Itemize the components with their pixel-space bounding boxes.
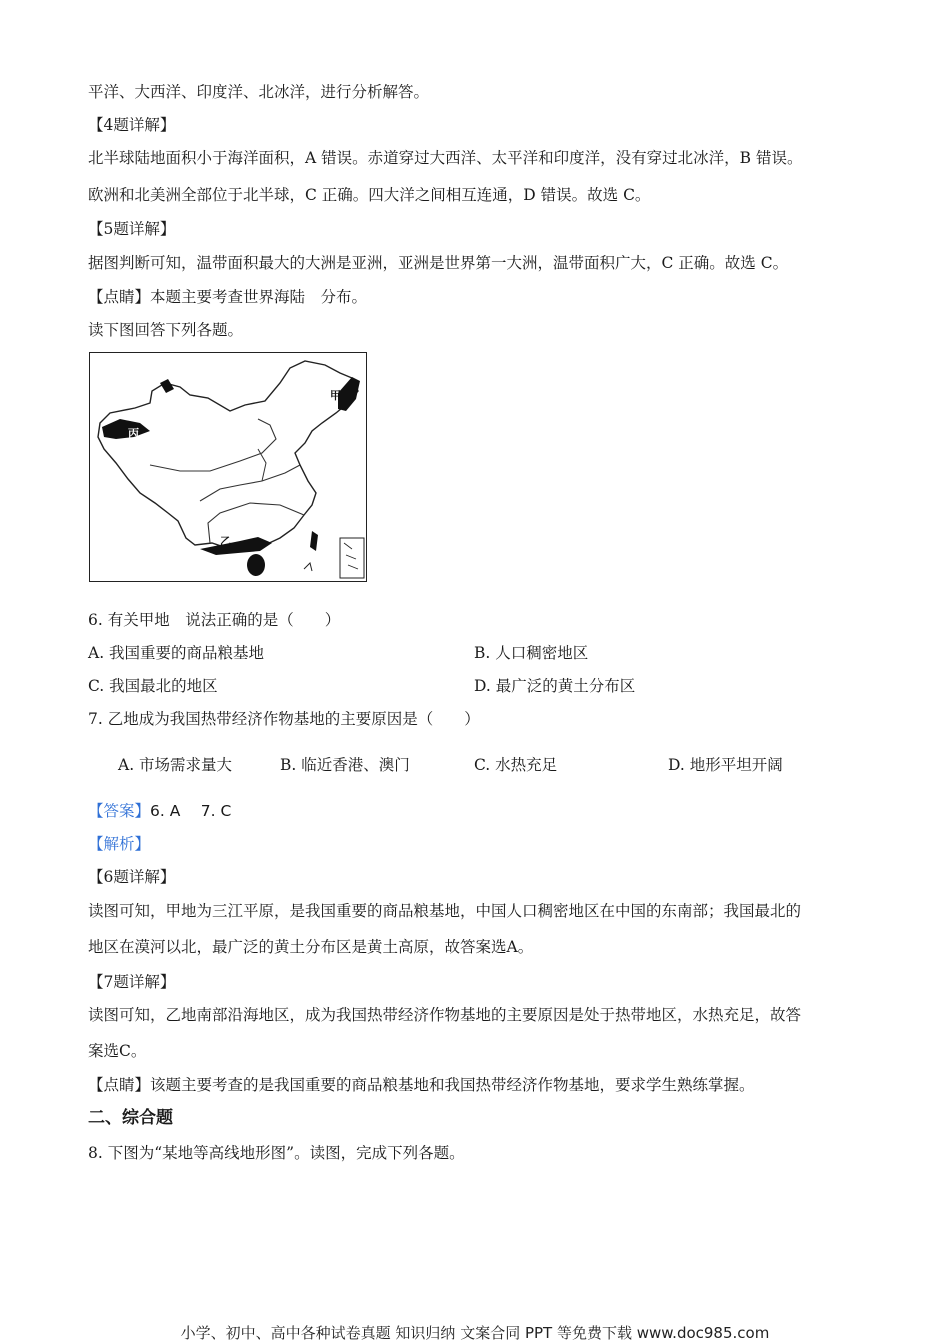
detail-4-title: 【4题详解】 xyxy=(88,116,176,134)
text-line: 北半球陆地面积小于海洋面积，A 错误。赤道穿过大西洋、太平洋和印度洋，没有穿过北冰洋，B 错误。 xyxy=(88,149,803,167)
q7-option-b: B. 临近香港、澳门 xyxy=(280,756,410,774)
q6-option-d: D. 最广泛的黄土分布区 xyxy=(474,677,636,695)
map-label-bing: 丙 xyxy=(128,427,139,440)
q6-option-c: C. 我国最北的地区 xyxy=(88,677,218,695)
question-8-stem: 8. 下图为“某地等高线地形图”。读图，完成下列各题。 xyxy=(88,1144,465,1162)
text-line: 欧洲和北美洲全部位于北半球，C 正确。四大洋之间相互连通，D 错误。故选 C。 xyxy=(88,186,651,204)
q6-option-b: B. 人口稠密地区 xyxy=(474,644,589,662)
q7-option-d: D. 地形平坦开阔 xyxy=(668,756,783,774)
analysis-label: 【解析】 xyxy=(88,835,151,853)
question-7-stem: 7. 乙地成为我国热带经济作物基地的主要原因是（ ） xyxy=(88,710,480,728)
map-label-jia: 甲 xyxy=(330,389,341,402)
q6-option-a: A. 我国重要的商品粮基地 xyxy=(88,644,265,662)
detail-6-line-1: 读图可知，甲地为三江平原，是我国重要的商品粮基地，中国人口稠密地区在中国的东南部；我国最北的 xyxy=(88,902,802,920)
detail-5-title: 【5题详解】 xyxy=(88,220,176,238)
section-heading: 二、综合题 xyxy=(88,1108,173,1128)
footer-text: 小学、初中、高中各种试卷真题 知识归纳 文案合同 PPT 等免费下载 www.doc985.com xyxy=(180,1324,770,1342)
answer-label: 【答案】 xyxy=(88,802,151,820)
detail-6-line-2: 地区在漠河以北，最广泛的黄土分布区是黄土高原，故答案选A。 xyxy=(88,938,534,956)
question-6-stem: 6. 有关甲地 说法正确的是（ ） xyxy=(88,611,341,629)
q7-option-c: C. 水热充足 xyxy=(474,756,558,774)
text-line: 据图判断可知，温带面积最大的大洲是亚洲，亚洲是世界第一大洲，温带面积广大，C 正确。故选 C。 xyxy=(88,254,789,272)
text-line: 平洋、大西洋、印度洋、北冰洋，进行分析解答。 xyxy=(88,83,430,101)
china-map-figure xyxy=(89,352,367,582)
detail-6-title: 【6题详解】 xyxy=(88,868,176,886)
tip-line: 【点睛】该题主要考查的是我国重要的商品粮基地和我国热带经济作物基地，要求学生熟练掌握。 xyxy=(88,1076,755,1094)
instruction-line: 读下图回答下列各题。 xyxy=(88,321,244,339)
detail-7-title: 【7题详解】 xyxy=(88,973,176,991)
detail-7-line-1: 读图可知，乙地南部沿海地区，成为我国热带经济作物基地的主要原因是处于热带地区，水热充足，故答 xyxy=(88,1006,802,1024)
map-label-yi: 乙 xyxy=(220,535,231,548)
detail-7-line-2: 案选C。 xyxy=(88,1042,147,1060)
tip-line: 【点睛】本题主要考查世界海陆 分布。 xyxy=(88,288,368,306)
answer-text: 6. A 7. C xyxy=(150,802,232,820)
q7-option-a: A. 市场需求量大 xyxy=(118,756,233,774)
answer-line xyxy=(88,801,231,821)
